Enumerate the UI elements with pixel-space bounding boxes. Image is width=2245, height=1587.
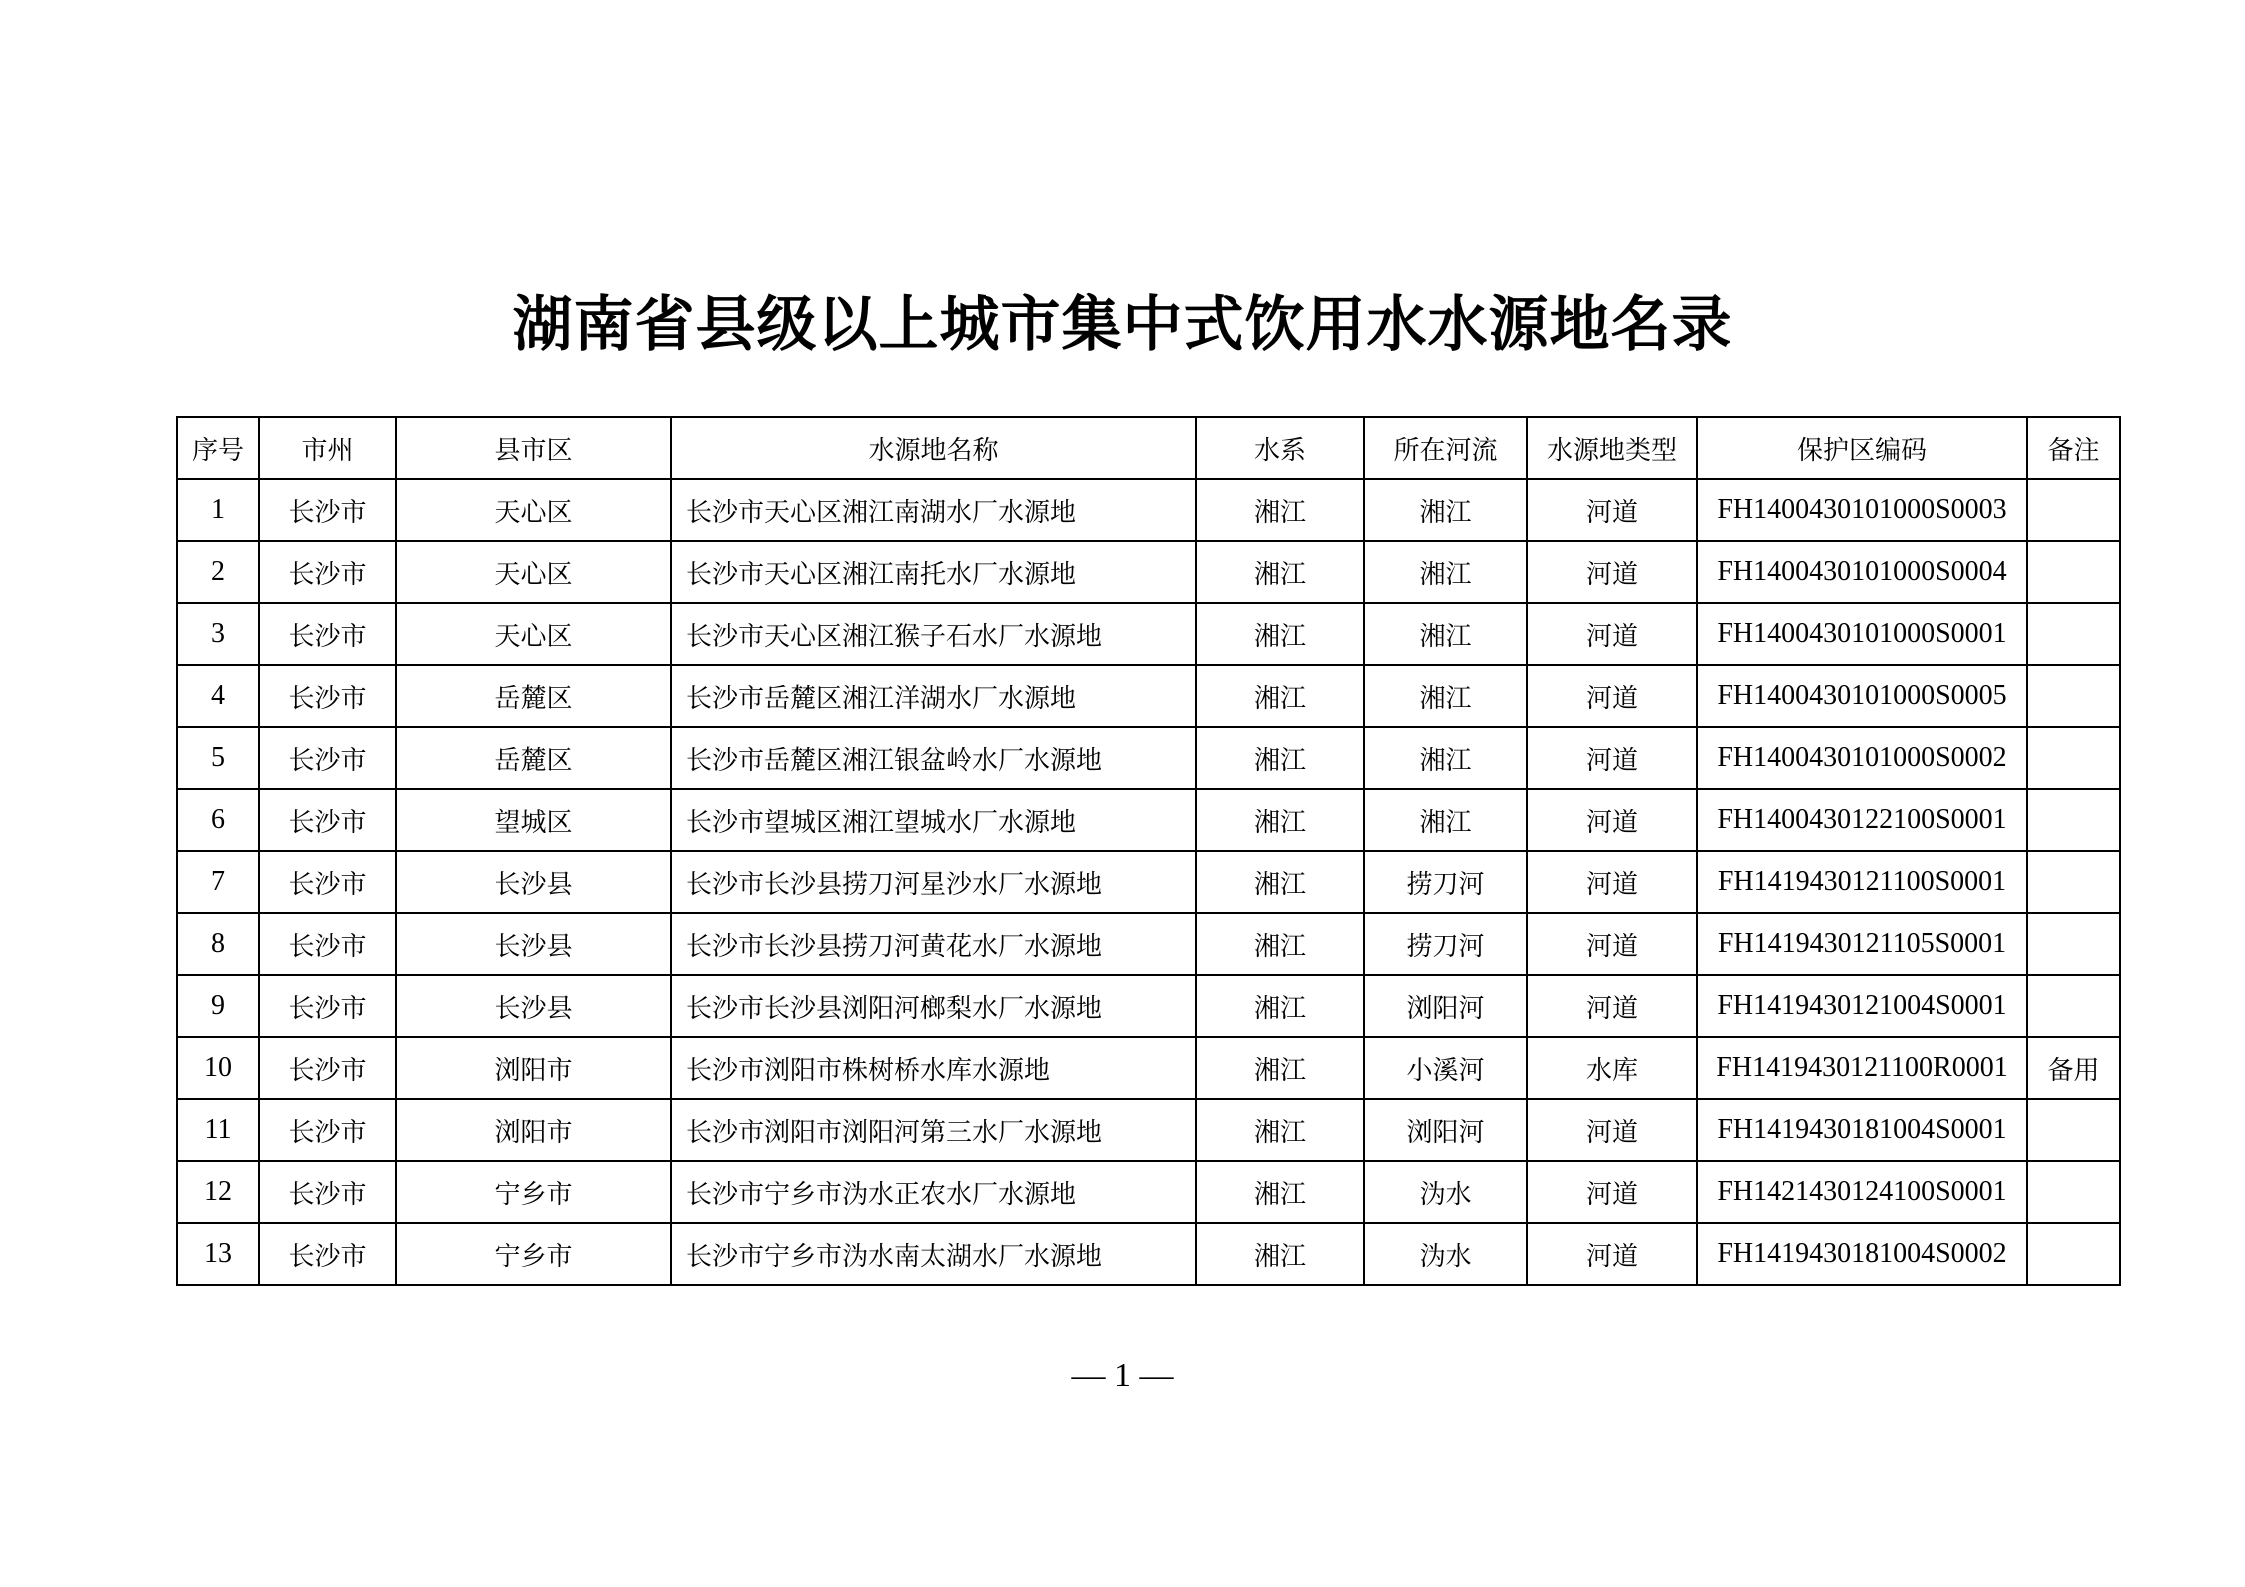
table-row bbox=[177, 1161, 2120, 1223]
cell-water-system: 湘江 bbox=[1196, 913, 1364, 975]
cell-water-system: 湘江 bbox=[1196, 665, 1364, 727]
cell-water-system: 湘江 bbox=[1196, 851, 1364, 913]
cell-source-name: 长沙市岳麓区湘江洋湖水厂水源地 bbox=[671, 665, 1196, 727]
cell-seq: 11 bbox=[177, 1099, 259, 1161]
cell-seq: 7 bbox=[177, 851, 259, 913]
cell-county: 长沙县 bbox=[396, 851, 671, 913]
table-row bbox=[177, 975, 2120, 1037]
cell-source-type: 河道 bbox=[1527, 665, 1697, 727]
cell-remarks bbox=[2027, 1223, 2120, 1285]
table-row bbox=[177, 1099, 2120, 1161]
cell-river: 小溪河 bbox=[1364, 1037, 1527, 1099]
table-row bbox=[177, 1037, 2120, 1099]
table-row bbox=[177, 789, 2120, 851]
cell-city: 长沙市 bbox=[259, 851, 396, 913]
cell-source-type: 河道 bbox=[1527, 541, 1697, 603]
header-source-name: 水源地名称 bbox=[671, 417, 1196, 479]
cell-seq: 6 bbox=[177, 789, 259, 851]
cell-river: 浏阳河 bbox=[1364, 975, 1527, 1037]
cell-protection-code: FH1400430101000S0003 bbox=[1697, 479, 2027, 541]
cell-seq: 2 bbox=[177, 541, 259, 603]
cell-river: 捞刀河 bbox=[1364, 913, 1527, 975]
cell-remarks: 备用 bbox=[2027, 1037, 2120, 1099]
cell-county: 岳麓区 bbox=[396, 727, 671, 789]
cell-protection-code: FH1400430101000S0001 bbox=[1697, 603, 2027, 665]
cell-water-system: 湘江 bbox=[1196, 727, 1364, 789]
cell-source-type: 河道 bbox=[1527, 1223, 1697, 1285]
cell-water-system: 湘江 bbox=[1196, 1223, 1364, 1285]
cell-protection-code: FH1419430181004S0001 bbox=[1697, 1099, 2027, 1161]
page-number: — 1 — bbox=[1071, 1357, 1174, 1394]
cell-protection-code: FH1400430101000S0002 bbox=[1697, 727, 2027, 789]
cell-river: 湘江 bbox=[1364, 727, 1527, 789]
cell-water-system: 湘江 bbox=[1196, 1161, 1364, 1223]
cell-remarks bbox=[2027, 727, 2120, 789]
cell-source-name: 长沙市浏阳市浏阳河第三水厂水源地 bbox=[671, 1099, 1196, 1161]
cell-seq: 1 bbox=[177, 479, 259, 541]
cell-source-type: 河道 bbox=[1527, 789, 1697, 851]
cell-county: 浏阳市 bbox=[396, 1099, 671, 1161]
cell-water-system: 湘江 bbox=[1196, 541, 1364, 603]
cell-remarks bbox=[2027, 913, 2120, 975]
cell-source-type: 河道 bbox=[1527, 1161, 1697, 1223]
cell-source-type: 河道 bbox=[1527, 975, 1697, 1037]
cell-protection-code: FH1400430101000S0005 bbox=[1697, 665, 2027, 727]
water-source-table bbox=[176, 416, 2121, 1286]
cell-city: 长沙市 bbox=[259, 1037, 396, 1099]
cell-county: 长沙县 bbox=[396, 913, 671, 975]
cell-county: 天心区 bbox=[396, 541, 671, 603]
table-row bbox=[177, 851, 2120, 913]
cell-seq: 9 bbox=[177, 975, 259, 1037]
cell-source-type: 河道 bbox=[1527, 1099, 1697, 1161]
cell-seq: 8 bbox=[177, 913, 259, 975]
cell-source-type: 河道 bbox=[1527, 479, 1697, 541]
cell-water-system: 湘江 bbox=[1196, 1037, 1364, 1099]
cell-city: 长沙市 bbox=[259, 1161, 396, 1223]
cell-source-name: 长沙市天心区湘江南湖水厂水源地 bbox=[671, 479, 1196, 541]
cell-water-system: 湘江 bbox=[1196, 479, 1364, 541]
cell-source-name: 长沙市长沙县捞刀河黄花水厂水源地 bbox=[671, 913, 1196, 975]
cell-city: 长沙市 bbox=[259, 665, 396, 727]
header-water-system: 水系 bbox=[1196, 417, 1364, 479]
cell-county: 宁乡市 bbox=[396, 1161, 671, 1223]
cell-protection-code: FH1419430121100R0001 bbox=[1697, 1037, 2027, 1099]
cell-source-name: 长沙市浏阳市株树桥水库水源地 bbox=[671, 1037, 1196, 1099]
cell-protection-code: FH1419430121004S0001 bbox=[1697, 975, 2027, 1037]
table-header-row bbox=[177, 417, 2120, 479]
cell-protection-code: FH1400430101000S0004 bbox=[1697, 541, 2027, 603]
cell-source-type: 河道 bbox=[1527, 913, 1697, 975]
cell-river: 沩水 bbox=[1364, 1223, 1527, 1285]
cell-county: 天心区 bbox=[396, 603, 671, 665]
cell-river: 湘江 bbox=[1364, 541, 1527, 603]
cell-seq: 4 bbox=[177, 665, 259, 727]
cell-seq: 13 bbox=[177, 1223, 259, 1285]
cell-protection-code: FH1400430122100S0001 bbox=[1697, 789, 2027, 851]
cell-remarks bbox=[2027, 479, 2120, 541]
cell-source-name: 长沙市天心区湘江南托水厂水源地 bbox=[671, 541, 1196, 603]
cell-seq: 3 bbox=[177, 603, 259, 665]
cell-protection-code: FH1419430121100S0001 bbox=[1697, 851, 2027, 913]
cell-county: 浏阳市 bbox=[396, 1037, 671, 1099]
header-remarks: 备注 bbox=[2027, 417, 2120, 479]
cell-county: 宁乡市 bbox=[396, 1223, 671, 1285]
cell-river: 浏阳河 bbox=[1364, 1099, 1527, 1161]
cell-city: 长沙市 bbox=[259, 913, 396, 975]
cell-remarks bbox=[2027, 541, 2120, 603]
table-row bbox=[177, 479, 2120, 541]
cell-seq: 12 bbox=[177, 1161, 259, 1223]
cell-city: 长沙市 bbox=[259, 479, 396, 541]
cell-water-system: 湘江 bbox=[1196, 975, 1364, 1037]
cell-river: 湘江 bbox=[1364, 789, 1527, 851]
cell-remarks bbox=[2027, 1161, 2120, 1223]
header-county: 县市区 bbox=[396, 417, 671, 479]
cell-city: 长沙市 bbox=[259, 541, 396, 603]
header-source-type: 水源地类型 bbox=[1527, 417, 1697, 479]
cell-source-name: 长沙市望城区湘江望城水厂水源地 bbox=[671, 789, 1196, 851]
cell-city: 长沙市 bbox=[259, 789, 396, 851]
cell-remarks bbox=[2027, 603, 2120, 665]
cell-source-type: 河道 bbox=[1527, 603, 1697, 665]
cell-city: 长沙市 bbox=[259, 727, 396, 789]
cell-river: 捞刀河 bbox=[1364, 851, 1527, 913]
cell-remarks bbox=[2027, 1099, 2120, 1161]
cell-protection-code: FH1419430121105S0001 bbox=[1697, 913, 2027, 975]
cell-water-system: 湘江 bbox=[1196, 603, 1364, 665]
header-city: 市州 bbox=[259, 417, 396, 479]
document-title: 湖南省县级以上城市集中式饮用水水源地名录 bbox=[512, 290, 1733, 360]
header-protection-code: 保护区编码 bbox=[1697, 417, 2027, 479]
table-row bbox=[177, 1223, 2120, 1285]
cell-river: 沩水 bbox=[1364, 1161, 1527, 1223]
cell-source-type: 河道 bbox=[1527, 727, 1697, 789]
cell-city: 长沙市 bbox=[259, 975, 396, 1037]
cell-remarks bbox=[2027, 665, 2120, 727]
cell-river: 湘江 bbox=[1364, 665, 1527, 727]
table-body bbox=[177, 479, 2120, 1285]
header-seq: 序号 bbox=[177, 417, 259, 479]
cell-seq: 5 bbox=[177, 727, 259, 789]
table-row bbox=[177, 603, 2120, 665]
cell-water-system: 湘江 bbox=[1196, 1099, 1364, 1161]
cell-source-type: 水库 bbox=[1527, 1037, 1697, 1099]
cell-river: 湘江 bbox=[1364, 603, 1527, 665]
table-row bbox=[177, 913, 2120, 975]
cell-source-type: 河道 bbox=[1527, 851, 1697, 913]
cell-remarks bbox=[2027, 789, 2120, 851]
cell-remarks bbox=[2027, 851, 2120, 913]
cell-county: 长沙县 bbox=[396, 975, 671, 1037]
table-row bbox=[177, 727, 2120, 789]
cell-protection-code: FH1421430124100S0001 bbox=[1697, 1161, 2027, 1223]
cell-county: 岳麓区 bbox=[396, 665, 671, 727]
cell-source-name: 长沙市宁乡市沩水正农水厂水源地 bbox=[671, 1161, 1196, 1223]
table-row bbox=[177, 541, 2120, 603]
cell-city: 长沙市 bbox=[259, 1223, 396, 1285]
cell-source-name: 长沙市长沙县捞刀河星沙水厂水源地 bbox=[671, 851, 1196, 913]
table-row bbox=[177, 665, 2120, 727]
cell-water-system: 湘江 bbox=[1196, 789, 1364, 851]
cell-county: 望城区 bbox=[396, 789, 671, 851]
cell-source-name: 长沙市长沙县浏阳河榔梨水厂水源地 bbox=[671, 975, 1196, 1037]
header-river: 所在河流 bbox=[1364, 417, 1527, 479]
cell-river: 湘江 bbox=[1364, 479, 1527, 541]
cell-city: 长沙市 bbox=[259, 603, 396, 665]
cell-source-name: 长沙市岳麓区湘江银盆岭水厂水源地 bbox=[671, 727, 1196, 789]
cell-county: 天心区 bbox=[396, 479, 671, 541]
cell-remarks bbox=[2027, 975, 2120, 1037]
cell-city: 长沙市 bbox=[259, 1099, 396, 1161]
cell-source-name: 长沙市宁乡市沩水南太湖水厂水源地 bbox=[671, 1223, 1196, 1285]
cell-protection-code: FH1419430181004S0002 bbox=[1697, 1223, 2027, 1285]
cell-seq: 10 bbox=[177, 1037, 259, 1099]
cell-source-name: 长沙市天心区湘江猴子石水厂水源地 bbox=[671, 603, 1196, 665]
